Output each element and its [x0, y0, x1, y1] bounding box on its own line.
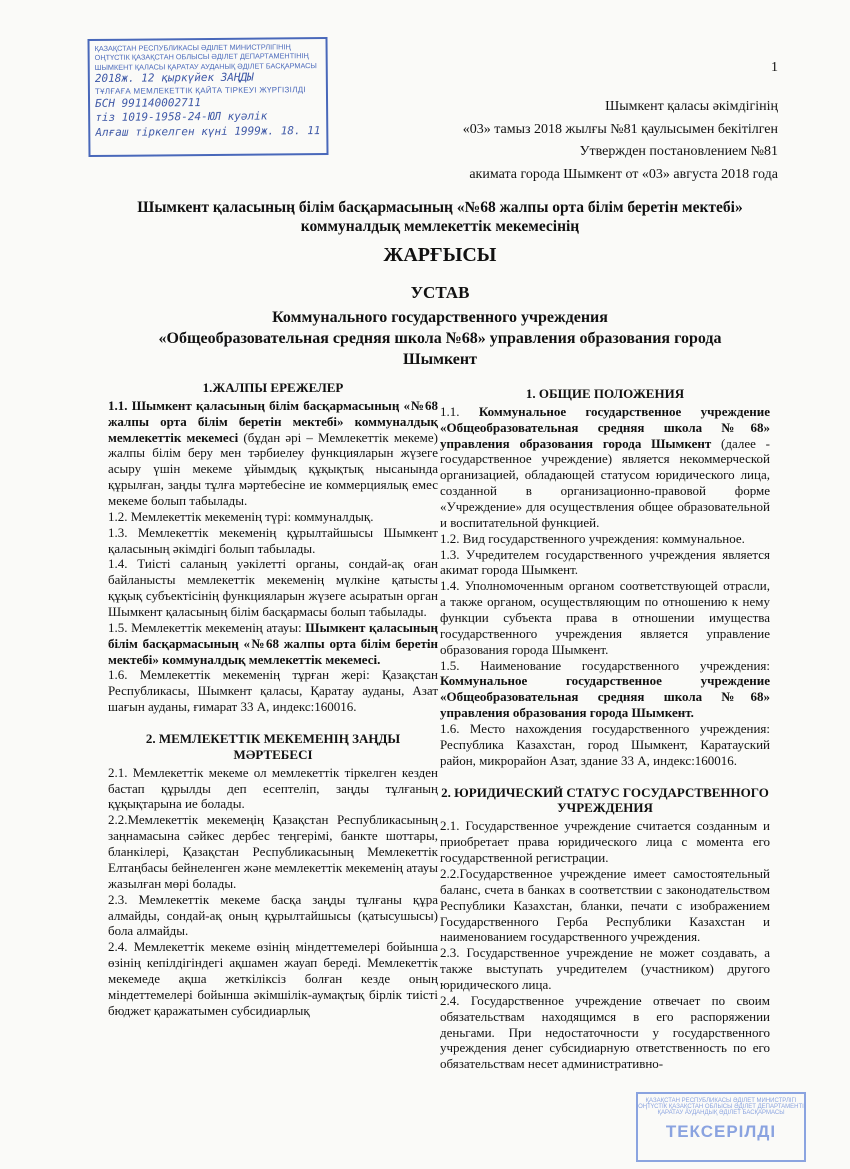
title-ru-line: Коммунального государственного учреждения: [272, 309, 608, 327]
paragraph: 2.4. Мемлекеттік мекеме өзінің міндеттемелері бойынша өзінің кепілдігіндегі ақшамен жауап береді. Мемлекеттік мекемеде ақша жеткіліксіз болған кезде оның міндеттемелері бойынша әкімшілік-аумақтық бірлік тиісті бюджет қаражатымен субсидиарлық: [108, 939, 438, 1018]
title-kz-charter: ЖАРҒЫСЫ: [383, 243, 497, 266]
section-heading: 1. ОБЩИЕ ПОЛОЖЕНИЯ: [525, 386, 685, 401]
paragraph: 1.2. Вид государственного учреждения: коммунальное.: [440, 530, 745, 546]
title-kz-line: Шымкент қаласының білім басқармасының «№68 жалпы орта білім беретін мектебі»: [137, 199, 743, 216]
paragraph: 2.3. Мемлекеттік мекеме басқа заңды тұлғаны құра алмайды, сондай-ақ оның құрылтайшысы (қатысушысы) бола алмайды.: [108, 891, 438, 939]
paragraph: 1.6. Место нахождения государственного учреждения: Республика Казахстан, город Шымкент, Каратауский район, микрорайон Азат, здание 33 А, индекс:160016.: [440, 721, 770, 768]
paragraph: 2.3. Государственное учреждение не может создавать, а также выступать учредителем (участником) другого юридического лица.: [440, 945, 770, 992]
stamp2-text: ҚАЗАҚСТАН РЕСПУБЛИКАСЫ ӘДІЛЕТ МИНИСТРЛІГІ ОҢТҮСТІК ҚАЗАҚСТАН ОБЛЫСЫ ӘДІЛЕТ ДЕПАРТАМЕНТІ ҚАРАТАУ АУДАНДЫҚ ӘДІЛЕТ БАСҚАРМАСЫ: [638, 1098, 804, 1116]
section-heading: 2. МЕМЛЕКЕТТІК МЕКЕМЕНІҢ ЗАҢДЫ МӘРТЕБЕСІ: [145, 731, 401, 762]
text: (далее - государственное учреждение) является некоммерческой организацией, обладающей статусом юридического лица, созданной в организационно-правовой форме «Учреждение» для осуществления общее образовательной и воспитательной функцией.: [440, 435, 771, 530]
bold-text: Коммунальное государственное учреждение «Общеобразовательная средняя школа №68» управления образования города Шымкент.: [440, 673, 770, 721]
bold-text: Коммунальное государственное учреждение «Общеобразовательная средняя школа №68» управления образования города Шымкент: [440, 403, 771, 451]
title-ru-ustav: УСТАВ: [410, 283, 470, 302]
paragraph: 2.1. Государственное учреждение считается созданным и приобретает права юридического лица с момента его государственной регистрации.: [440, 818, 770, 866]
paragraph: 2.2.Государственное учреждение имеет самостоятельный баланс, счета в банках в соответствии с законодательством Республики Казахстан, бланки, печати с изображением Государственного Герба Республики Казахстан и наименованием государственного учреждения.: [440, 865, 770, 945]
paragraph: 1.4. Тиісті саланың уәкілетті органы, сондай-ақ оған байланысты мемлекеттік мекеменің мүлкіне қатысты құқық субъектісінің функцияларын жүзеге асыратын орган Шымкент қаласының білім басқармасы болып табылады.: [108, 556, 438, 620]
approval-line: Шымкент қаласы әкімдігінің: [605, 99, 778, 114]
stamp-line: ОҢТҮСТІК ҚАЗАҚСТАН ОБЛЫСЫ ӘДІЛЕТ ДЕПАРТАМЕНТІНІҢ: [94, 51, 309, 63]
text: 1.5. Мемлекеттік мекеменің атауы:: [108, 619, 306, 635]
stamp-reg-number: тіз 1019-1958-24-ЮЛ куәлік: [95, 109, 268, 125]
title-ru-line: Шымкент: [403, 350, 477, 368]
paragraph: [440, 658, 770, 721]
bold-text: Шымкент қаласының білім басқармасының «№68 жалпы орта білім беретін мектебі» коммуналдық мемлекеттік мекемесі.: [108, 619, 438, 667]
stamp-first-reg: Алғаш тіркелген күні 1999ж. 18. 11: [95, 123, 321, 139]
text: (бұдан әрі – Мемлекеттік мекеме) жалпы білім беру мен тәрбиелеу функцияларын жүзеге асыру үшін мекеме ұйымдық құқықтық нысанында құрылған, заңды тұлға мәртебесіне ие коммерциялық емес мекеме болып табылады.: [108, 429, 438, 509]
paragraph: [108, 620, 438, 668]
paragraph: 1.3. Учредителем государственного учреждения является акимат города Шымкент.: [440, 546, 770, 578]
paragraph: 2.4. Государственное учреждение отвечает по своим обязательствам находящимся в его распоряжении деньгами. При недостаточности у государственного учреждения денег субсидиарную ответственность по его обязательствам несет административно-: [440, 992, 770, 1072]
paragraph: [108, 398, 438, 509]
stamp-bin: БСН 991140002711: [94, 96, 202, 111]
russian-column: [440, 380, 770, 1072]
bold-text: 1.1. Шымкент қаласының білім басқармасының «№68 жалпы орта білім беретін мектебі» коммуналдық мемлекеттік мекемесі: [108, 397, 438, 445]
approval-line: Утвержден постановлением №81: [579, 144, 778, 160]
section-heading: 1.ЖАЛПЫ ЕРЕЖЕЛЕР: [202, 380, 344, 395]
paragraph: 1.6. Мемлекеттік мекеменің тұрған жері: Қазақстан Республикасы, Шымкент қаласы, Қаратау ауданы, Азат шағын ауданы, ғимарат 33 А, индекс:160016.: [108, 667, 438, 715]
stamp-line: ШЫМКЕНТ ҚАЛАСЫ ҚАРАТАУ АУДАНЫҚ ӘДІЛЕТ БАСҚАРМАСЫ: [94, 61, 317, 72]
text: 1.5. Наименование государственного учреждения:: [440, 657, 770, 673]
approval-note: [463, 96, 778, 187]
paragraph: 2.1. Мемлекеттік мекеме ол мемлекеттік тіркелген кезден бастап құрылды деп есептеліп, заңды тұлғаның құқықтарына ие болады.: [108, 764, 438, 812]
paragraph: 1.3. Мемлекеттік мекеменің құрылтайшысы Шымкент қаласының әкімдігі болып табылады.: [108, 524, 438, 556]
paragraph: 1.4. Уполномоченным органом соответствующей отрасли, а также органом, осуществляющим по отношению к нему функции субъекта права в отношении имущества государственного учреждения является управление образования города Шымкент.: [440, 578, 770, 657]
paragraph: 2.2.Мемлекеттік мекемеңің Қазақстан Республикасының заңнамасына сәйкес дербес теңгерімі, банкте шоттары, бланкілері, Қазақстан Республикасының Мемлекеттік Елтаңбасы бейнеленген және мемлекеттік мекеменің атауы жазылған мөрі болады.: [108, 812, 438, 891]
stamp2-word: ТЕКСЕРІЛДІ: [665, 1122, 777, 1141]
approval-line: «03» тамыз 2018 жылғы №81 қаулысымен бекітілген: [462, 121, 778, 137]
stamp-registration: ТҰЛҒАҒА МЕМЛЕКЕТТІК ҚАЙТА ТІРКЕУІ ЖҮРГІЗІЛДІ: [94, 84, 307, 96]
registration-stamp: [87, 37, 328, 157]
kazakh-column: [108, 380, 438, 1019]
title-ru-line: «Общеобразовательная средняя школа №68» управления образования города: [158, 329, 722, 347]
paragraph: 1.2. Мемлекеттік мекеменің түрі: коммуналдық.: [108, 508, 374, 524]
title-kazakh: [100, 198, 780, 268]
approval-line: акимата города Шымкент от «03» августа 2018 года: [469, 167, 778, 183]
title-kz-line: коммуналдық мемлекеттік мекемесінің: [300, 218, 580, 236]
paragraph: [440, 404, 770, 531]
section-heading: 2. ЮРИДИЧЕСКИЙ СТАТУС ГОСУДАРСТВЕННОГО УЧРЕЖДЕНИЯ: [441, 784, 769, 816]
text: 1.1.: [440, 403, 479, 419]
title-russian: [100, 282, 780, 370]
verified-stamp: [636, 1092, 806, 1162]
stamp-date: 2018ж. 12 қыркүйек ЗАҢДЫ: [94, 71, 254, 86]
page-number: 1: [771, 60, 778, 75]
stamp-line: ҚАЗАҚСТАН РЕСПУБЛИКАСЫ ӘДІЛЕТ МИНИСТРЛІГІНІҢ: [94, 42, 291, 53]
